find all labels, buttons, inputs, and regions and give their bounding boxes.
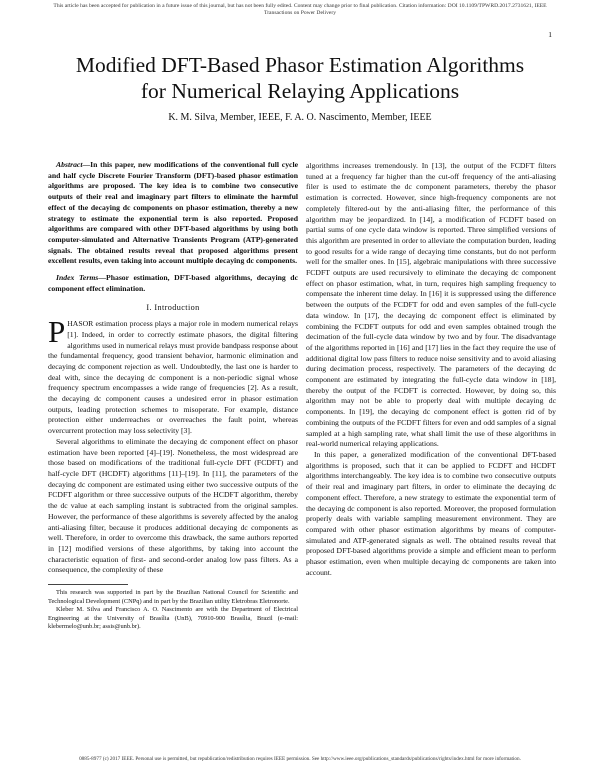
paper-title-line1: Modified DFT-Based Phasor Estimation Algorithms [75,53,525,77]
abstract-label: Abstract [56,160,83,169]
publication-notice-line1: This article has been accepted for publication in a future issue of this journal, but has not been fully edited. Content may change prior to final publication. Citation information: DOI 10.1109/TPWRD.2017.2731621, IEEE [53,3,547,9]
intro-paragraph-2: Several algorithms to eliminate the decaying dc component effect on phasor estimation have been reported [4]–[19]. Nonetheless, the most widespread are those based on modifications of the traditional full-cycle DFT (FCDFT) and half-cycle DFT (HCDFT) algorithms [11]–[19]. In [11], the parameters of the decaying dc component are estimated using either two successive outputs of the FCDFT algorithm or three successive outputs of the HCDFT algorithm, thereby the dc value at each sampling instant is subtracted from the original samples. However, the performance of these algorithms is severely affected by the analog anti-aliasing filter, because it produces additional decaying dc components as well. Therefore, in order to overcome this drawback, the same authors reported in [12] modified versions of these algorithms, by taking into account the characteristic equation of first- and second-order analog low pass filters. As a consequence, the complexity of these [48,436,298,575]
footnote-divider [48,584,128,585]
page-number: 1 [548,30,552,39]
index-terms [48,273,298,294]
intro-paragraph-1 [48,314,298,437]
index-terms-label: Index Terms [56,273,99,283]
intro-paragraph-4: In this paper, a generalized modification of the conventional DFT-based algorithms is proposed, such that it can be applied to FCDFT and HCDFT algorithms interchangeably. The key idea is to combine two consecutive outputs of their real and imaginary part filters, in order to eliminate the decaying dc component effect. Therefore, a new strategy to estimate the exponential term of the decaying dc component is also reported. Moreover, the proposed formulation properly deals with variable sampling measurement environment. They are compared with other phasor estimation algorithms by means of computer-simulated and ATP-generated signals as well. The obtained results reveal that proposed DFT-based algorithms provide a simple and efficient mean to perform phasor estimation, even when multiple decaying dc components are taken into account. [306,449,556,577]
abstract [48,160,298,267]
left-column [48,160,298,632]
copyright-footer: 0885-8977 (c) 2017 IEEE. Personal use is permitted, but republication/redistribution requires IEEE permission. See http://www.ieee.org/publications_standards/publications/rights/index.html for more information. [79,756,521,762]
abstract-text: —In this paper, new modifications of the conventional full cycle and half cycle Discrete Fourier Transform (DFT)-based phasor estimation algorithms are proposed. The key idea is to combine two consecutive outputs of their real and imaginary part filters to eliminate the harmful effect of the decaying dc components on phasor estimation, thereby a new strategy to estimate the exponential term is also reported. Proposed algorithms are compared with other DFT-based algorithms by using both computer-simulated and Alternative Transients Program (ATP)-generated signals. The obtained results reveal that proposed algorithms present excellent results, even taking into account multiple decaying dc components. [48,160,298,266]
index-terms-text: —Phasor estimation, DFT-based algorithms, decaying dc component effect elimination. [48,273,298,293]
section-heading: I. Introduction [146,303,200,313]
publication-notice-line2: Transactions on Power Delivery [263,10,337,16]
paper-title [40,52,560,104]
paper-title-line2: for Numerical Relaying Applications [140,79,460,103]
intro-paragraph-1-text: HASOR estimation process plays a major role in modern numerical relays [1]. Indeed, in order to correctly estimate phasors, the digital filtering algorithms used in numerical relays must provide bandpass response about the fundamental frequency, good transient behavior, harmonic elimination and decaying dc component rejection as well. Undoubtedly, the last one is harder to deal with, since the decaying dc component is a non-periodic signal whose frequency spectrum encompasses a wide range of frequencies [2]. As a result, the decaying dc component causes a undesired error in phasor estimation outputs, leading protection schemes to misoperate. For example, distance protection either underreaches or overreaches the fault point, whereas overcurrent protection may loss selectivity [3]. [48,319,298,436]
right-column [306,161,556,578]
publication-notice [0,3,600,17]
footnote-funding: This research was supported in part by the Brazilian National Council for Scientific and Technological Development (CNPq) and in part by the Brazilian utility Eletrobras Eletronorte. [48,589,298,605]
footnote-affiliation: Kleber M. Silva and Francisco A. O. Nascimento are with the Department of Electrical Engineering at the University of Brasília (UnB), 70910-900 Brasília, Brazil (e-mail: klebermelo@unb.br; assis@unb.br). [48,606,298,631]
paper-authors: K. M. Silva, Member, IEEE, F. A. O. Nascimento, Member, IEEE [168,112,432,123]
intro-paragraph-3: algorithms increases tremendously. In [13], the output of the FCDFT filters tuned at a frequency far higher than the cut-off frequency of the anti-aliasing filer is used to estimate the dc component parameters, thereby the phasor estimation is corrected. However, since high-frequency components are not completely filtered-out by the anti-aliasing filter, the performance of this algorithm may be jeopardized. In [14], a modification of FCDFT based on partial sums of one cycle data window is reported. Three simplified versions of this algorithm are presented in order to alleviate the computation burden, leading to good results for a wide range of decaying time constants, but do not perform well for the smaller ones. In [15], algebraic manipulations with three successive FCDFT outputs are used recursively to eliminate the decaying dc component effect on phasor estimation, what, in turn, requires high sampling frequency to compensate the inherent time delay. In [16] it is suppressed using the difference between the outputs of the FCDFT for odd and even samples of the full-cycle data window. In [17], the decaying dc component effect is eliminated by combining the FCDFT outputs for odd and even samples obtained trough the decimation of the full-cycle data window by two and by four. The disadvantage of the algorithms reported in [16] and [17] lies in the fact they require the use of additional digital low pass filters to reduce noise sensitivity and to avoid aliasing during decimation process, respectively. The parameters of the decaying dc component are estimated by integrating the full-cycle data window in [18], thereby the output of the FCDFT is corrected. However, by doing so, this algorithm may not be able to properly deal with multiple decaying dc components. In [19], the decaying dc component effect is gotten rid of by combining the outputs of the FCDFT filters for even and odd samples of a signal sampled at a high sampling rate, what shall limit the use of these algorithms in real-world numerical relaying applications. [306,161,556,449]
drop-cap: P [48,314,66,350]
